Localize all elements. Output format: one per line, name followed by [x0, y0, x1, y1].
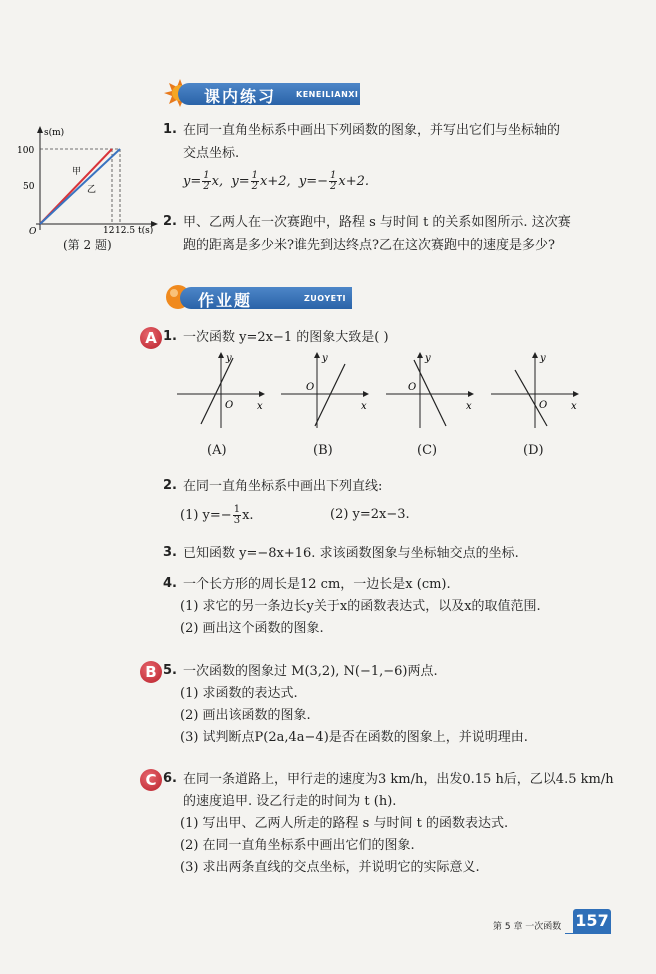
q-number: 2.	[163, 214, 177, 229]
q-text-line1: 甲、乙两人在一次赛跑中，路程 s 与时间 t 的关系如图所示. 这次赛	[183, 215, 571, 230]
section-subtitle: ZUOYETI	[304, 294, 347, 303]
tick-12: 12	[103, 226, 115, 234]
origin-label: O	[29, 227, 37, 234]
graph-b	[279, 350, 374, 430]
option-a-label: (A)	[207, 443, 227, 458]
svg-text:x: x	[466, 401, 472, 412]
q-number: 3.	[163, 545, 177, 560]
svg-text:y: y	[226, 353, 232, 364]
q-text-line1: 在同一条道路上，甲行走的速度为3 km/h，出发0.15 h后，乙以4.5 km/h	[183, 772, 614, 787]
q-number: 1.	[163, 329, 177, 344]
level-c-badge: C	[140, 769, 162, 791]
graph-a	[175, 350, 270, 430]
svg-text:y: y	[540, 353, 546, 364]
yi-label: 乙	[87, 185, 97, 195]
function-list: y= $\frac{1}{2}$ x, y= $\frac{1}{2}$ x+2, y=− $\frac{1}{2}$ x+2.	[183, 170, 370, 192]
q2-part2: (2) y=2x−3.	[330, 507, 410, 522]
svg-text:x: x	[361, 401, 367, 412]
option-d-label: (D)	[523, 443, 544, 458]
level-a-badge: A	[140, 327, 162, 349]
svg-text:y: y	[322, 353, 328, 364]
section-title: 作业题	[198, 291, 253, 310]
svg-text:O: O	[408, 382, 417, 393]
graph-d	[489, 350, 584, 430]
x-axis-label: t(s)	[138, 226, 154, 234]
q-text-line2: 跑的距离是多少米?谁先到达终点?乙在这次赛跑中的速度是多少?	[183, 238, 555, 253]
q5-sub2: (2) 画出该函数的图象.	[180, 708, 311, 723]
q-text: 在同一直角坐标系中画出下列直线:	[183, 479, 383, 494]
svg-text:x: x	[257, 401, 263, 412]
q-number: 6.	[163, 771, 177, 786]
tick-50: 50	[23, 182, 35, 192]
option-c-label: (C)	[417, 443, 438, 458]
q-text-line1: 在同一直角坐标系中画出下列函数的图象，并写出它们与坐标轴的	[183, 123, 561, 138]
svg-text:O: O	[225, 400, 234, 411]
q4-sub2: (2) 画出这个函数的图象.	[180, 621, 324, 636]
q-number: 2.	[163, 478, 177, 493]
q-text-line2: 的速度追甲. 设乙行走的时间为 t (h).	[183, 794, 397, 809]
q-text: 一次函数的图象过 M(3,2), N(−1,−6)两点.	[183, 664, 438, 679]
tick-12-5: 12.5	[115, 226, 136, 234]
q-number: 4.	[163, 576, 177, 591]
q-text: 一次函数 y=2x−1 的图象大致是( )	[183, 330, 389, 345]
svg-text:x: x	[571, 401, 577, 412]
chapter-footer: 第 5 章 一次函数	[493, 922, 562, 932]
svg-text:O: O	[306, 382, 315, 393]
q-number: 5.	[163, 663, 177, 678]
q6-sub1: (1) 写出甲、乙两人所走的路程 s 与时间 t 的函数表达式.	[180, 816, 509, 831]
tick-100: 100	[17, 146, 35, 156]
level-b-badge: B	[140, 661, 162, 683]
distance-time-graph	[14, 124, 160, 234]
q5-sub3: (3) 试判断点P(2a,4a−4)是否在函数的图象上，并说明理由.	[180, 730, 528, 745]
footer-rule	[565, 933, 611, 934]
page-number: 157	[573, 909, 611, 933]
graph-c	[384, 350, 479, 430]
q-number: 1.	[163, 122, 177, 137]
jia-label: 甲	[72, 167, 82, 177]
svg-text:y: y	[425, 353, 431, 364]
option-b-label: (B)	[313, 443, 333, 458]
section-title: 课内练习	[204, 87, 277, 106]
q5-sub1: (1) 求函数的表达式.	[180, 686, 298, 701]
q2-part1: (1) y=− $\frac{1}{3}$ x.	[180, 504, 254, 526]
q6-sub2: (2) 在同一直角坐标系中画出它们的图象.	[180, 838, 415, 853]
q4-sub1: (1) 求它的另一条边长y关于x的函数表达式，以及x的取值范围.	[180, 599, 541, 614]
q-text-line2: 交点坐标.	[183, 146, 240, 161]
q6-sub3: (3) 求出两条直线的交点坐标，并说明它的实际意义.	[180, 860, 480, 875]
svg-text:O: O	[539, 400, 548, 411]
y-axis-label: s(m)	[44, 128, 65, 138]
section-subtitle: KENEILIANXI	[296, 90, 359, 99]
q-text: 一个长方形的周长是12 cm，一边长是x (cm).	[183, 577, 451, 592]
q-text: 已知函数 y=−8x+16. 求该函数图象与坐标轴交点的坐标.	[183, 546, 519, 561]
figure-caption: (第 2 题)	[63, 238, 112, 252]
